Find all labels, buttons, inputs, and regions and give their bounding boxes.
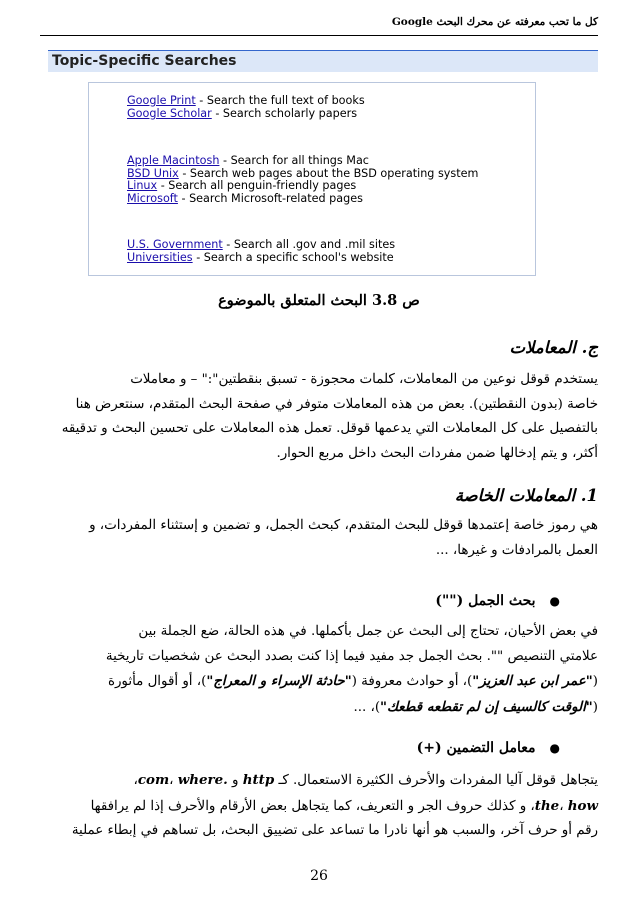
paragraph-line: علامتي التنصيص "". بحث الجمل جد مفيد فيما إذا كنت بصدد البحث عن شخصيات تاريخية [105,648,598,664]
figure-group-gov [127,239,395,264]
phrase-search-paragraph [40,620,598,720]
inclusion-operator-paragraph [40,768,598,844]
apple-macintosh-link[interactable]: Apple Macintosh [127,154,220,167]
figure-row-desc: - Search web pages about the BSD operating system [178,166,479,180]
topic-specific-searches-figure [40,48,598,280]
paragraph-line: أكثر، و يتم إدخالها ضمن مفردات البحث داخل مربع الحوار. [276,445,598,461]
figure-row-desc: - Search a specific school's website [192,250,394,264]
figure-row-desc: - Search scholarly papers [211,106,358,120]
keyword-the: the [534,797,560,814]
keyword-how: how [567,797,598,814]
figure-links-box [88,82,536,276]
section-1-paragraph [40,514,598,563]
paragraph-line [40,794,598,820]
google-print-link[interactable]: Google Print [127,94,196,107]
us-government-link[interactable]: U.S. Government [127,238,223,251]
inclusion-operator-heading [40,740,560,756]
phrase-search-title: بحث الجمل ("") [435,593,536,609]
paragraph-line: هي رموز خاصة إعتمدها قوقل للبحث المتقدم، كبحث الجمل، و تضمين و إستثناء المفردات، و [89,518,598,533]
text-run: ، [133,773,138,788]
text-run: ، [559,798,568,814]
text-run: يتجاهل قوقل آليا المفردات والأحرف الكثيرة الاستعمال. كـ [274,773,598,788]
bsd-unix-link[interactable]: BSD Unix [127,166,179,180]
figure-row-desc: - Search Microsoft-related pages [177,191,363,205]
header-rule [40,35,598,36]
keyword-http: http [242,772,275,788]
example-name-quote: "عمر ابن عبد العزيز" [472,673,593,689]
figure-title: Topic-Specific Searches [48,50,598,72]
universities-link[interactable]: Universities [127,250,193,264]
text-run: ، [169,773,178,788]
text-run: و [227,773,243,788]
figure-caption: ص 3.8 البحث المتعلق بالموضوع [218,292,420,309]
example-saying-quote: "الوقت كالسيف إن لم تقطعه قطعك" [380,698,593,715]
bullet-icon: ● [549,594,560,608]
google-scholar-link[interactable]: Google Scholar [127,106,212,120]
section-c-heading: ج. المعاملات [509,338,598,357]
paragraph-line: العمل بالمرادفات و غيرها، ... [435,542,598,558]
figure-group-os [127,155,478,205]
figure-group-books [127,95,365,120]
paragraph-line [40,768,598,794]
paragraph-line: رقم أو حرف آخر، والسبب هو أنها نادرا ما تساعد على تضييق البحث، بل تساهم في إبطاء عملية [71,823,598,838]
paragraph-line: يستخدم قوقل نوعين من المعاملات، كلمات محجوزة - تسبق بنقطتين":" – و معاملات [130,372,598,387]
figure-row [127,193,478,206]
text-run: ( [592,674,598,689]
text-run: ( [592,699,598,715]
page-number: 26 [310,868,328,884]
phrase-search-heading [40,593,560,609]
bullet-icon: ● [549,741,560,755]
paragraph-line: بالتفصيل على كل المعاملات التي يدعمها قوقل. تعمل هذه المعاملات على تحسين البحث و تدقيقه [61,421,598,436]
paragraph-line [40,669,598,695]
section-1-heading: 1. المعاملات الخاصة [454,486,598,505]
example-event-quote: "حادثة الإسراء و المعراج" [206,673,352,689]
linux-link[interactable]: Linux [127,179,158,192]
figure-row-desc: - Search all penguin-friendly pages [157,179,357,192]
figure-row-desc: - Search all .gov and .mil sites [222,238,396,251]
figure-row-desc: - Search the full text of books [195,94,365,107]
keyword-where: where [177,772,224,788]
keyword-com: .com [137,772,228,788]
microsoft-link[interactable]: Microsoft [127,191,178,205]
text-run: )، أو حوادث معروفة ( [351,674,473,689]
text-run: ، و كذلك حروف الجر و التعريف، كما يتجاهل بعض الأرقام والأحرف إذا لم يرافقها [90,798,535,814]
figure-row [127,252,395,265]
inclusion-operator-title: معامل التضمين (+) [416,740,536,756]
paragraph-line: خاصة (بدون النقطتين). بعض من هذه المعاملات متوفر في صفحة البحث المتقدم، سنتعرض هنا [75,396,598,412]
running-header: كل ما تحب معرفته عن محرك البحث Google [391,16,598,28]
paragraph-line [40,695,598,721]
text-run: )، ... [353,699,381,715]
paragraph-line: في بعض الأحيان، تحتاج إلى البحث عن جمل بأكملها. في هذه الحالة، ضع الجملة بين [138,624,598,639]
section-c-paragraph [40,368,598,466]
text-run: )، أو أقوال مأثورة [107,674,207,689]
figure-row [127,108,365,121]
figure-row-desc: - Search for all things Mac [219,154,369,167]
